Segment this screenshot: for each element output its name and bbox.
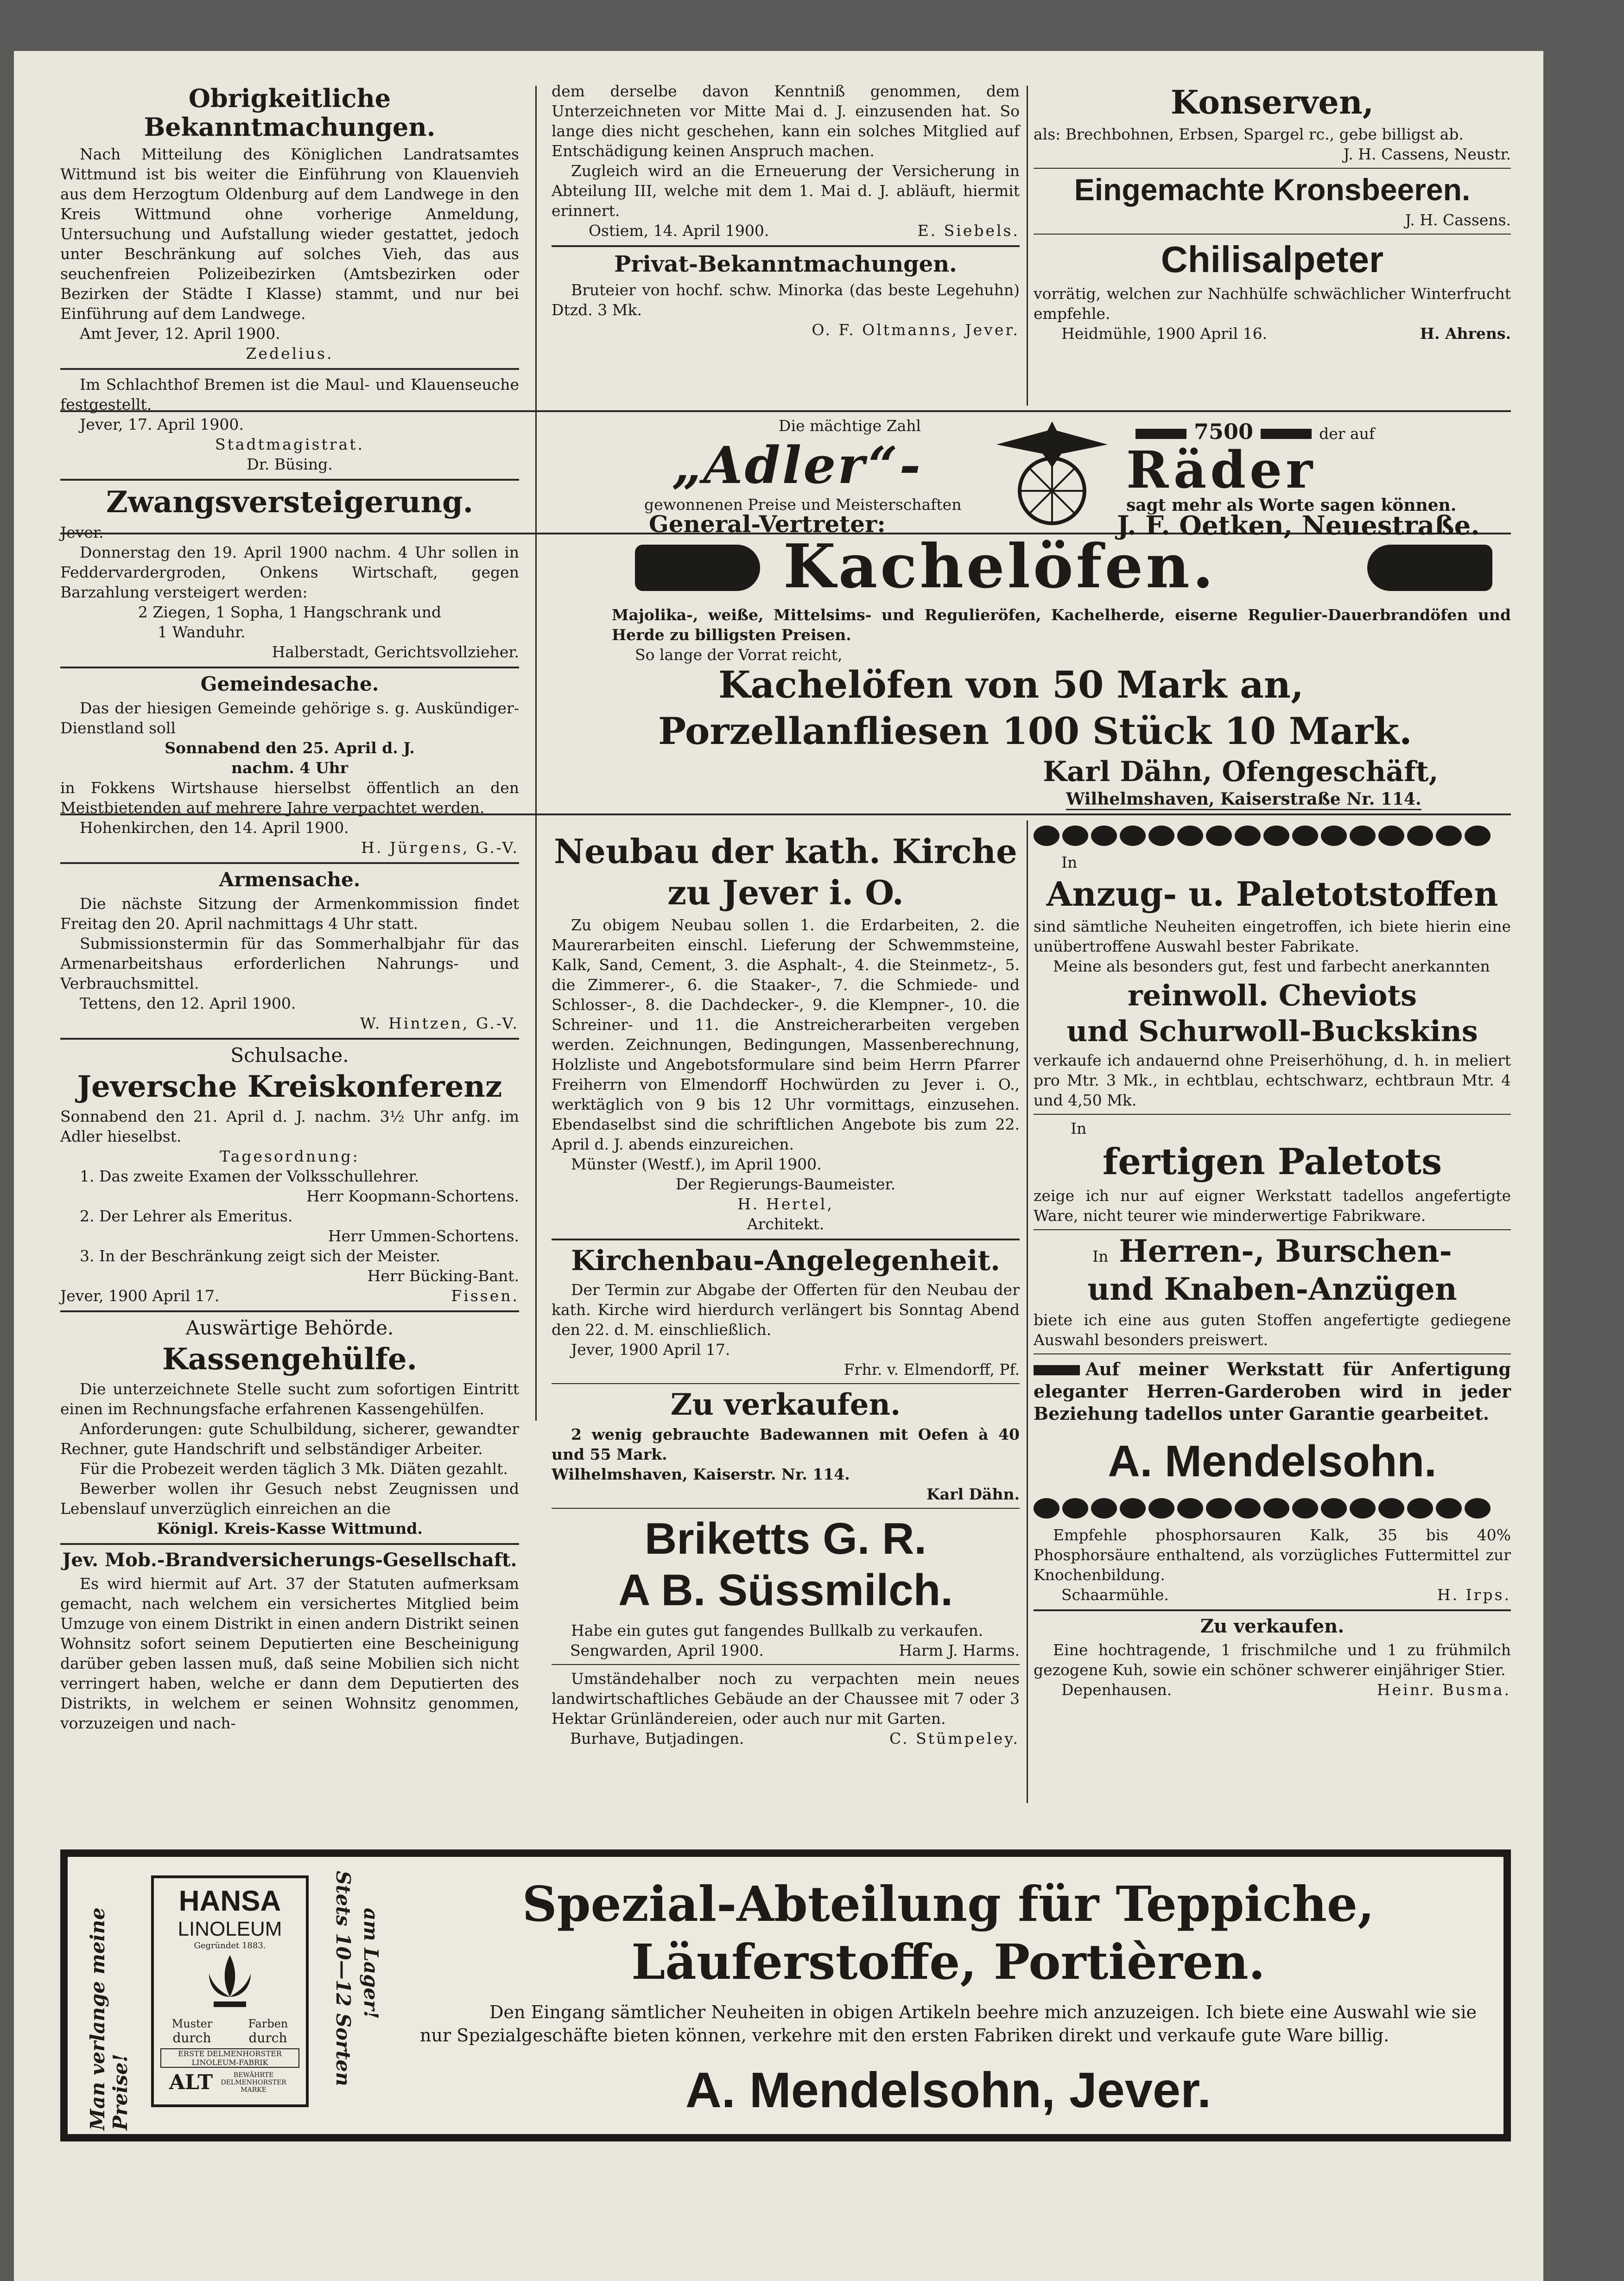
column-1 bbox=[60, 81, 519, 1733]
eagle-wheel-icon bbox=[992, 412, 1112, 533]
schlacht-sign: Stadtmagistrat. bbox=[215, 435, 364, 454]
teppich-ad bbox=[60, 1849, 1511, 2141]
kath-title: Neubau der kath. Kirche bbox=[554, 832, 1017, 871]
armen-text: Die nächste Sitzung der Armenkommission findet Freitag den 20. April nachmittags 4 Uhr statt. bbox=[60, 895, 519, 933]
gemeinde-title: Gemeindesache. bbox=[200, 672, 379, 695]
kreis-item: Herr Ummen-Schortens. bbox=[328, 1227, 519, 1245]
zwang-text: Donnerstag den 19. April 1900 nachm. 4 Uhr sollen in Feddervardergroden, Onkens Wirtschaft, gegen Barzahlung versteigert werden: bbox=[60, 543, 519, 601]
hansa-text: ALT bbox=[169, 2071, 213, 2094]
verk-sign: Karl Dähn. bbox=[926, 1485, 1020, 1504]
privat-text: Bruteier von hochf. schw. Minorka (das beste Legehuhn) Dtzd. 3 Mk. bbox=[552, 281, 1020, 319]
privat-sign: O. F. Oltmanns, Jever. bbox=[812, 321, 1020, 339]
schlacht-date: Jever, 17. April 1900. bbox=[80, 415, 244, 434]
kirchen-date: Jever, 1900 April 17. bbox=[571, 1340, 730, 1359]
privat-title: Privat-Bekanntmachungen. bbox=[614, 251, 957, 277]
chili-sign: H. Ahrens. bbox=[1420, 324, 1511, 343]
adler-count: 7500 bbox=[1194, 419, 1254, 444]
column-rule bbox=[1027, 820, 1028, 1803]
kreis-text: Sonnabend den 21. April d. J. nachm. 3½ Uhr anfg. im Adler hieselbst. bbox=[60, 1107, 519, 1146]
verk-text: 2 wenig gebrauchte Badewannen mit Oefen à 40 und 55 Mark. bbox=[552, 1425, 1020, 1464]
konserv-text: als: Brechbohnen, Erbsen, Spargel rc., gebe billigst ab. bbox=[1034, 125, 1464, 143]
konserv-title: Konserven, bbox=[1170, 83, 1374, 121]
divider bbox=[1034, 1353, 1511, 1354]
kachel-title: Kachelöfen. bbox=[783, 531, 1217, 602]
divider bbox=[1034, 168, 1511, 169]
hand-icon bbox=[1034, 1365, 1080, 1375]
gemeinde-date: Hohenkirchen, den 14. April 1900. bbox=[80, 819, 349, 837]
kreis-sign: Fissen. bbox=[451, 1287, 519, 1305]
divider bbox=[60, 1543, 519, 1545]
brik-sign: Harm J. Harms. bbox=[899, 1641, 1020, 1659]
brik-date: Sengwarden, April 1900. bbox=[570, 1641, 764, 1659]
kachel-sign: Karl Dähn, Ofengeschäft, bbox=[1043, 756, 1439, 788]
herren-title-1: Herren-, Burschen- bbox=[1119, 1233, 1452, 1270]
column-rule bbox=[1027, 86, 1028, 406]
gemeinde-text: Das der hiesigen Gemeinde gehörige s. g. Auskündiger-Dienstland soll bbox=[60, 699, 519, 737]
kreis-date: Jever, 1900 April 17. bbox=[60, 1287, 220, 1305]
pal-text: zeige ich nur auf eigner Werkstatt tadellos angefertigte Ware, nicht teurer wie minderwertige Fabrikware. bbox=[1034, 1187, 1511, 1225]
pacht-footer bbox=[552, 1728, 1020, 1748]
anzug-text: Meine als besonders gut, fest und farbecht anerkannten bbox=[1053, 957, 1490, 975]
adler-raeder: Räder bbox=[1126, 440, 1317, 500]
hansa-row bbox=[154, 2071, 306, 2094]
verk2-place: Depenhausen. bbox=[1061, 1681, 1172, 1699]
divider bbox=[1034, 1114, 1511, 1115]
anzug-in: In bbox=[1061, 853, 1078, 871]
verk-title: Zu verkaufen. bbox=[670, 1387, 901, 1422]
obrig-title: Obrigkeitliche Bekanntmachungen. bbox=[144, 83, 436, 142]
hansa-text: Muster bbox=[171, 2017, 213, 2030]
kath-date: Münster (Westf.), im April 1900. bbox=[571, 1155, 822, 1173]
gemeinde-text: in Fokkens Wirtshause hierselbst öffentlich an den Meistbietenden auf mehrere Jahre verpachtet werden. bbox=[60, 779, 519, 817]
hansa-text: ERSTE DELMENHORSTER LINOLEUM-FABRIK bbox=[160, 2048, 299, 2068]
phos-footer bbox=[1034, 1585, 1511, 1605]
kath-sign: Der Regierungs-Baumeister. bbox=[675, 1175, 896, 1193]
chili-date: Heidmühle, 1900 April 16. bbox=[1061, 324, 1268, 343]
kreis-item: 3. In der Beschränkung zeigt sich der Meister. bbox=[80, 1247, 441, 1265]
verk-addr: Wilhelmshaven, Kaiserstr. Nr. 114. bbox=[552, 1465, 850, 1484]
adler-oetken: J. F. Oetken, Neuestraße. bbox=[1117, 510, 1480, 541]
anzug-title: Anzug- u. Paletotstoffen bbox=[1046, 874, 1498, 914]
kasse-text: Anforderungen: gute Schulbildung, sicherer, gewandter Rechner, gute Handschrift und selbständiger Arbeiter. bbox=[60, 1420, 519, 1458]
kreis-footer bbox=[60, 1286, 519, 1306]
pointing-hand-icon bbox=[635, 545, 760, 591]
verk2-footer bbox=[1034, 1680, 1511, 1700]
kirchen-title: Kirchenbau-Angelegenheit. bbox=[571, 1244, 1001, 1277]
brik-title: Briketts G. R. bbox=[644, 1514, 927, 1564]
chili-text: vorrätig, welchen zur Nachhülfe schwächlicher Winterfrucht empfehle. bbox=[1034, 285, 1511, 323]
right-vertical-text: Stets 10—12 Sorten bbox=[332, 1871, 355, 2086]
werk-text bbox=[1034, 1358, 1511, 1425]
verk2-title: Zu verkaufen. bbox=[1200, 1615, 1345, 1638]
fleur-de-lis-icon bbox=[195, 1951, 265, 2015]
kasse-text: Bewerber wollen ihr Gesuch nebst Zeugnissen und Lebenslauf unverzüglich einreichen an die bbox=[60, 1480, 519, 1518]
hansa-text: durch bbox=[248, 2030, 287, 2046]
kachel-big: Kachelöfen von 50 Mark an, bbox=[718, 663, 1304, 706]
anzug-text: verkaufe ich andauernd ohne Preiserhöhung, d. h. in meliert pro Mtr. 3 Mk., in echtblau, echtschwarz, echtbraun Mtr. 4 und 4,50 Mk. bbox=[1034, 1051, 1511, 1110]
divider bbox=[552, 1239, 1020, 1240]
konserv-sign: J. H. Cassens, Neustr. bbox=[1343, 145, 1511, 163]
kath-sign: Architekt. bbox=[747, 1214, 825, 1233]
divider bbox=[552, 1664, 1020, 1665]
pacht-text: Umständehalber noch zu verpachten mein neues landwirtschaftliches Gebäude an der Chaussee mit 7 oder 3 Hektar Grünländereien, oder auch nur mit Garten. bbox=[552, 1669, 1020, 1728]
cont-text: Zugleich wird an die Erneuerung der Versicherung in Abteilung III, welche mit dem 1. Mai d. J. abläuft, hiermit erinnert. bbox=[552, 162, 1020, 220]
newspaper-page bbox=[14, 51, 1543, 2281]
left-vertical-text: Man verlange meine Preise! bbox=[86, 1907, 132, 2130]
hansa-text: BEWÄHRTE DELMENHORSTER MARKE bbox=[221, 2071, 286, 2094]
kreis-item: 2. Der Lehrer als Emeritus. bbox=[80, 1207, 293, 1226]
kasse-title: Kassengehülfe. bbox=[162, 1341, 417, 1377]
ornament-border bbox=[1034, 826, 1511, 846]
hansa-linoleum-logo bbox=[151, 1875, 309, 2107]
divider bbox=[60, 1038, 519, 1040]
adler-top: Die mächtige Zahl bbox=[779, 417, 921, 435]
kachel-text: Majolika-, weiße, Mittelsims- und Regulieröfen, Kachelherde, eiserne Regulier-Dauerbrandöfen und Herde zu billigsten Preisen. bbox=[612, 606, 1511, 644]
column-3-top bbox=[1034, 81, 1511, 343]
armen-date: Tettens, den 12. April 1900. bbox=[80, 994, 296, 1013]
kath-text: Zu obigem Neubau sollen 1. die Erdarbeiten, 2. die Maurerarbeiten einschl. Lieferung der Schwemmsteine, Kalk, Sand, Cement, 3. die Asphalt-, 4. die Steinmetz-, 5. die Zimmerer-, 6. die Staaker-, 7. die Schmiede- und Schlosser-, 8. die Dachdecker-, 9. die Klempner-, 10. die Schreiner- und 11. die Anstreicherarbeiten vergeben werden. Zeichnungen, Bedingungen, Massenberechnung, Holzliste und Angebotsformulare sind beim Herrn Pfarrer Freiherrn von Elmendorff Hochwürden zu Jever i. O., werktäglich von 9 bis 12 Uhr vormittags, einzusehen. Ebendaselbst sind die schriftlichen Angebote bis zum 22. April d. J. abends einzureichen. bbox=[552, 915, 1020, 1153]
adler-gv: General-Vertreter: bbox=[649, 510, 886, 538]
brik-title: A B. Süssmilch. bbox=[618, 1565, 953, 1615]
kasse-text: Die unterzeichnete Stelle sucht zum sofortigen Eintritt einen im Rechnungsfache erfahrenen Kassengehülfen. bbox=[60, 1380, 519, 1418]
obrig-sign: Zedelius. bbox=[246, 344, 334, 363]
zwang-sign: Halberstadt, Gerichtsvollzieher. bbox=[272, 642, 519, 661]
adler-sagt: sagt mehr als Worte sagen können. bbox=[1126, 496, 1457, 515]
kreis-title: Jeversche Kreiskonferenz bbox=[77, 1069, 502, 1104]
pacht-sign: C. Stümpeley. bbox=[889, 1729, 1020, 1747]
krons-sign: J. H. Cassens. bbox=[1405, 211, 1511, 229]
obrig-date: Amt Jever, 12. April 1900. bbox=[80, 324, 280, 343]
divider bbox=[1034, 1229, 1511, 1230]
pointing-hand-icon bbox=[1367, 545, 1492, 591]
hansa-text: Farben bbox=[248, 2017, 288, 2030]
right-vertical-text: am Lager! bbox=[360, 1908, 382, 2019]
chili-title: Chilisalpeter bbox=[1161, 239, 1384, 280]
kath-title: zu Jever i. O. bbox=[667, 872, 904, 912]
kreis-item: Herr Bücking-Bant. bbox=[367, 1267, 519, 1285]
obrig-text: Nach Mitteilung des Königlichen Landratsamtes Wittmund ist bis weiter die Einführung von Klauenvieh aus dem Herzogtum Oldenburg auf dem Landwege in den Kreis Wittmund ohne vorherige Anmeldung, Untersuchung und Aufstallung wieder gestattet, jedoch unter Beschränkung auf solches Vieh, das aus seuchenfreien Polizeibezirken (Amtsbezirken oder Bezirken der Städte I Klasse) stammt, und nur bei Einführung auf dem Landwege. bbox=[60, 145, 519, 323]
schul-title: Schulsache. bbox=[230, 1044, 349, 1067]
zwang-title: Zwangsversteigerung. bbox=[106, 485, 474, 520]
divider bbox=[1034, 234, 1511, 235]
hansa-text: LINOLEUM bbox=[178, 1918, 282, 1940]
cont-date: Ostiem, 14. April 1900. bbox=[589, 222, 769, 240]
column-3-lower bbox=[1034, 823, 1511, 1700]
pal-title: fertigen Paletots bbox=[1102, 1141, 1442, 1183]
zwang-items: 1 Wanduhr. bbox=[158, 623, 246, 641]
kasse-text: Für die Probezeit werden täglich 3 Mk. Diäten gezahlt. bbox=[80, 1460, 508, 1478]
pacht-place: Burhave, Butjadingen. bbox=[570, 1729, 744, 1747]
phos-text: Empfehle phosphorsauren Kalk, 35 bis 40% Phosphorsäure enthaltend, als vorzügliches Futtermittel zur Knochenbildung. bbox=[1034, 1526, 1511, 1584]
herren-title: und Knaben-Anzügen bbox=[1087, 1271, 1457, 1307]
kachel-addr: Wilhelmshaven, Kaiserstraße Nr. 114. bbox=[1066, 789, 1421, 810]
zwang-place: Jever. bbox=[60, 523, 104, 541]
hand-icon bbox=[1261, 429, 1312, 439]
kachel-text2: So lange der Vorrat reicht, bbox=[635, 646, 843, 664]
column-2-lower bbox=[552, 830, 1020, 1748]
schlacht-sign: Dr. Büsing. bbox=[247, 455, 333, 474]
anzug-big: und Schurwoll-Buckskins bbox=[1066, 1014, 1478, 1048]
brik-footer bbox=[552, 1640, 1020, 1660]
herren-in: In bbox=[1092, 1247, 1109, 1266]
kasse-sign: Königl. Kreis-Kasse Wittmund. bbox=[157, 1519, 423, 1538]
divider bbox=[552, 1383, 1020, 1384]
teppich-sign: A. Mendelsohn, Jever. bbox=[685, 2062, 1212, 2118]
kirchen-text: Der Termin zur Abgabe der Offerten für den Neubau der kath. Kirche wird hierdurch verlängert bis Sonntag Abend den 22. d. M. einschließlich. bbox=[552, 1280, 1020, 1339]
hansa-row bbox=[154, 2030, 306, 2046]
kreis-item: Herr Koopmann-Schortens. bbox=[306, 1187, 519, 1206]
krons-title: Eingemachte Kronsbeeren. bbox=[1074, 172, 1471, 207]
adler-ad bbox=[60, 410, 1511, 541]
divider bbox=[60, 368, 519, 370]
brand-title: Jev. Mob.-Brandversicherungs-Gesellschaft. bbox=[62, 1549, 517, 1571]
anzug-text: sind sämtliche Neuheiten eingetroffen, ich biete hierin eine unübertroffene Auswahl bester Fabrikate. bbox=[1034, 917, 1511, 955]
mendel-name: A. Mendelsohn. bbox=[1108, 1436, 1437, 1486]
divider bbox=[552, 1508, 1020, 1509]
verk2-sign: Heinr. Busma. bbox=[1377, 1681, 1511, 1699]
chili-footer bbox=[1034, 324, 1511, 343]
herren-text: biete ich eine aus guten Stoffen angefertigte gediegene Auswahl besonders preiswert. bbox=[1034, 1310, 1511, 1349]
teppich-title: Spezial-Abteilung für Teppiche, bbox=[522, 1875, 1375, 1932]
gemeinde-sign: H. Jürgens, G.-V. bbox=[361, 839, 519, 857]
adler-name: „Adler“- bbox=[672, 435, 923, 495]
kreis-tages: Tagesordnung: bbox=[220, 1147, 360, 1166]
schlacht-text: Im Schlachthof Bremen ist die Maul- und Klauenseuche festgestellt. bbox=[60, 375, 519, 414]
kreis-item: 1. Das zweite Examen der Volksschullehrer. bbox=[80, 1167, 419, 1186]
teppich-text: Den Eingang sämtlicher Neuheiten in obigen Artikeln beehre mich anzuzeigen. Ich biete eine Auswahl wie sie nur Spezialgeschäfte bieten können, verkehre mit den ersten Fabriken direkt und verkaufe gute Ware billig. bbox=[420, 2002, 1477, 2046]
column-2-top bbox=[552, 81, 1020, 340]
ausw-title: Auswärtige Behörde. bbox=[185, 1316, 394, 1340]
phos-sign: H. Irps. bbox=[1437, 1586, 1511, 1604]
gemeinde-bold: Sonnabend den 25. April d. J. bbox=[165, 739, 415, 757]
armen-sign: W. Hintzen, G.-V. bbox=[360, 1014, 519, 1033]
hansa-text: HANSA bbox=[178, 1885, 281, 1917]
ornament-border bbox=[1034, 1498, 1511, 1519]
anzug-big: reinwoll. Cheviots bbox=[1127, 978, 1417, 1012]
armen-text: Submissionstermin für das Sommerhalbjahr für das Armenarbeitshaus erforderlichen Nahrungs- und Verbrauchsmittel. bbox=[60, 934, 519, 993]
kirchen-sign: Frhr. v. Elmendorff, Pf. bbox=[844, 1360, 1020, 1379]
cont-sign: E. Siebels. bbox=[917, 222, 1020, 240]
gemeinde-bold: nachm. 4 Uhr bbox=[231, 759, 348, 777]
kath-sign: H. Hertel, bbox=[737, 1195, 834, 1213]
verk2-text: Eine hochtragende, 1 frischmilche und 1 zu frühmilch gezogene Kuh, sowie ein schöner schwerer einjähriger Stier. bbox=[1034, 1641, 1511, 1679]
pal-in: In bbox=[1071, 1119, 1087, 1138]
adler-won: gewonnenen Preise und Meisterschaften bbox=[644, 496, 962, 514]
adler-der-auf: der auf bbox=[1319, 425, 1375, 443]
phos-place: Schaarmühle. bbox=[1061, 1586, 1169, 1604]
hansa-row bbox=[154, 2017, 306, 2030]
hand-icon bbox=[1136, 429, 1186, 439]
divider bbox=[1034, 1609, 1511, 1611]
cont-text: dem derselbe davon Kenntniß genommen, dem Unterzeichneten vor Mitte Mai d. J. einzusenden hat. So lange dies nicht geschehen, kann ein solches Mitglied auf Entschädigung keinen Anspruch machen. bbox=[552, 82, 1020, 160]
cont-footer bbox=[552, 221, 1020, 241]
teppich-title: Läuferstoffe, Portièren. bbox=[631, 1933, 1265, 1990]
divider bbox=[552, 245, 1020, 247]
hansa-text: durch bbox=[172, 2030, 211, 2046]
brik-text: Habe ein gutes gut fangendes Bullkalb zu verkaufen. bbox=[571, 1621, 983, 1639]
zwang-items: 2 Ziegen, 1 Sopha, 1 Hangschrank und bbox=[138, 603, 442, 621]
armen-title: Armensache. bbox=[219, 868, 361, 891]
hansa-text: Gegründet 1883. bbox=[194, 1941, 266, 1951]
divider bbox=[60, 862, 519, 864]
kachel-big: Porzellanfliesen 100 Stück 10 Mark. bbox=[658, 709, 1412, 753]
herren-title bbox=[1034, 1234, 1511, 1269]
werk-text-content: Auf meiner Werkstatt für Anfertigung eleganter Herren-Garderoben wird in jeder Beziehung tadellos unter Garantie gearbeitet. bbox=[1034, 1358, 1511, 1424]
brand-text: Es wird hiermit auf Art. 37 der Statuten aufmerksam gemacht, nach welchem ein versichertes Mitglied beim Umzuge von einem Distrikt in einen andern Distrikt seinen Wohnsitz sofort seinem Deputierten eine Bescheinigung darüber geben lassen muß, daß seine Mobilien sich nicht verringert haben, welche er dann dem Deputierten des Distrikts, in welchem er seinen Wohnsitz genommen, vorzuzeigen und nach- bbox=[60, 1575, 519, 1733]
kachel-headline bbox=[626, 531, 1511, 602]
divider bbox=[60, 1310, 519, 1312]
